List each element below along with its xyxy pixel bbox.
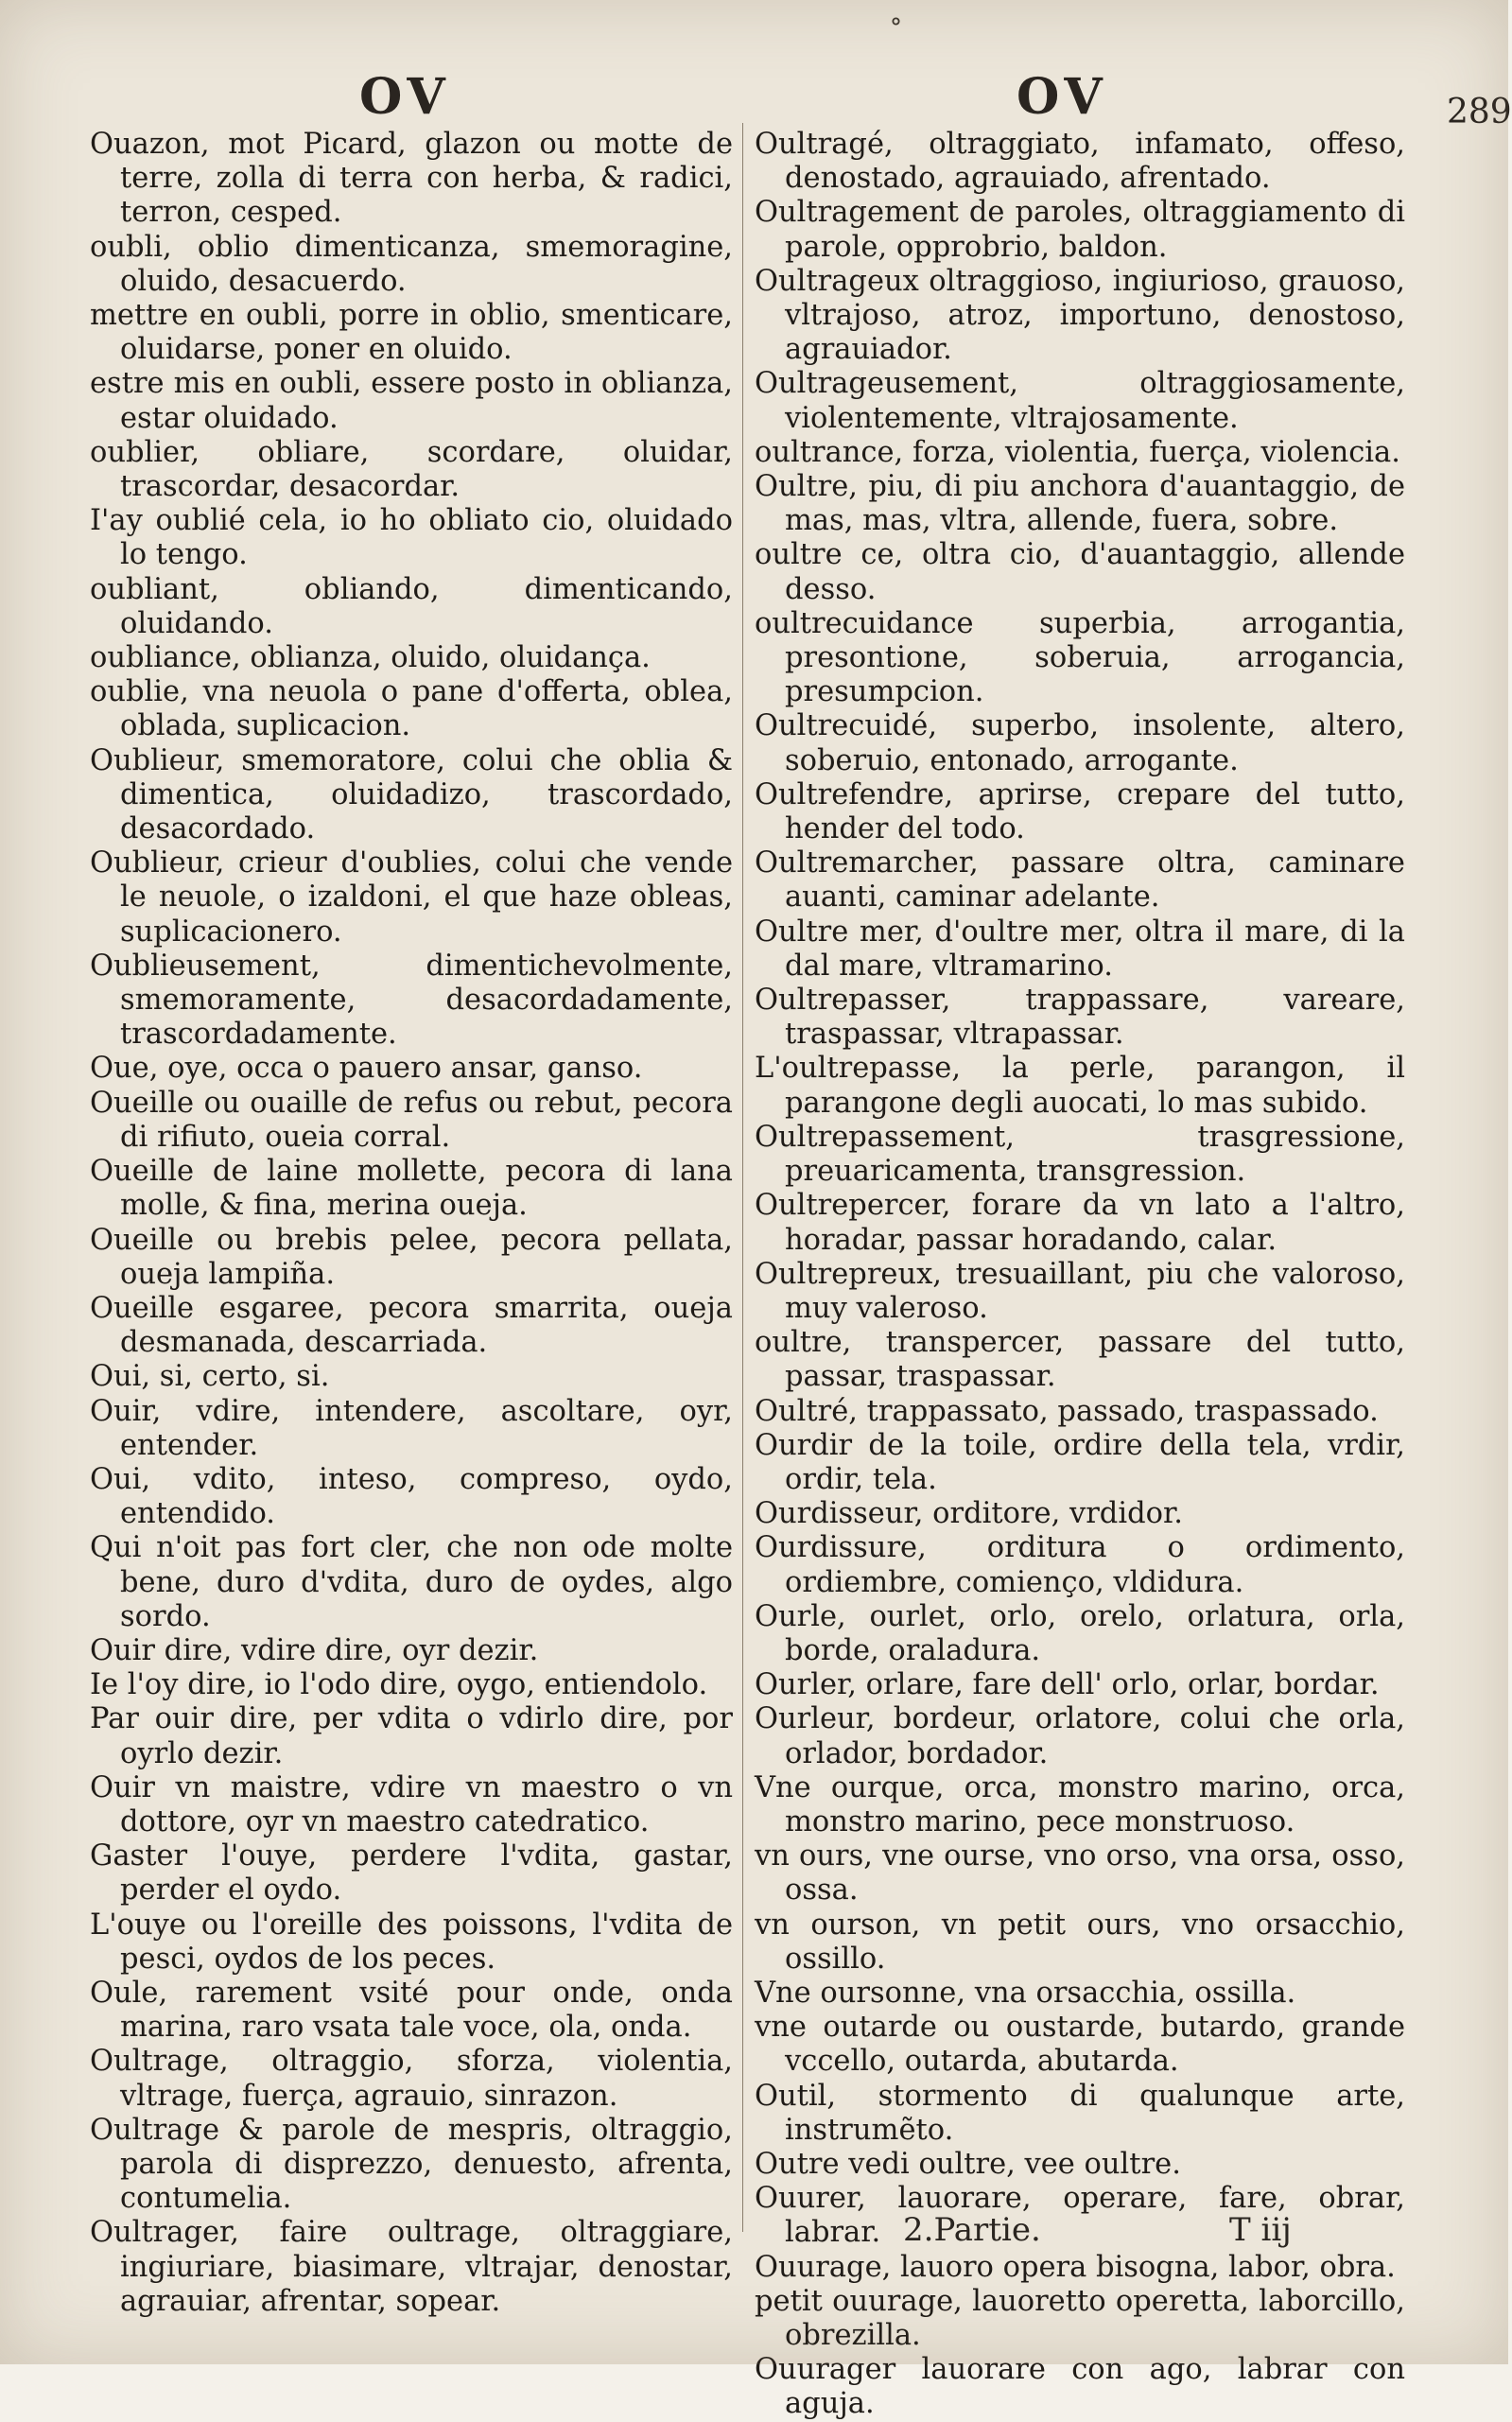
top-mark: ˚ xyxy=(889,17,903,50)
dictionary-entry: oultrecuidance superbia, arrogantia, presontione, soberuia, arrogancia, presumpcion. xyxy=(755,606,1405,709)
page-number: 289 xyxy=(1447,93,1512,131)
dictionary-entry: Oublieusement, dimentichevolmente, smemoramente, desacordadamente, trascordadamente. xyxy=(90,949,733,1052)
dictionary-entry: Ourdisseur, orditore, vrdidor. xyxy=(755,1497,1183,1531)
dictionary-entry: Ouurager lauorare con ago, labrar con aguja. xyxy=(755,2353,1405,2421)
dictionary-entry: Oultragé, oltraggiato, infamato, offeso, denostado, agrauiado, afrentado. xyxy=(755,128,1405,196)
dictionary-entry: Ouir vn maistre, vdire vn maestro o vn dottore, oyr vn maestro catedratico. xyxy=(90,1770,733,1838)
dictionary-entry: Oultrage, oltraggio, sforza, violentia, vltrage, fuerça, agrauio, sinrazon. xyxy=(90,2045,733,2113)
dictionary-entry: oubli, oblio dimenticanza, smemoragine, oluido, desacuerdo. xyxy=(90,230,733,298)
dictionary-entry: Ourle, ourlet, orlo, orelo, orlatura, orla, borde, oraladura. xyxy=(755,1599,1405,1667)
left-running-header: OV xyxy=(359,68,451,126)
dictionary-entry: Oublieur, smemoratore, colui che oblia & dimentica, oluidadizo, trascordado, desacordado. xyxy=(90,743,733,846)
dictionary-entry: estre mis en oubli, essere posto in oblianza, estar oluidado. xyxy=(90,367,733,435)
dictionary-entry: Oultre, piu, di piu anchora d'auantaggio, de mas, mas, vltra, allende, fuera, sobre. xyxy=(755,470,1405,538)
dictionary-entry: oultre, transpercer, passare del tutto, passar, traspassar. xyxy=(755,1326,1405,1394)
dictionary-entry: Ouurage, lauoro opera bisogna, labor, obra. xyxy=(755,2250,1396,2284)
dictionary-entry: Oublieur, crieur d'oublies, colui che vende le neuole, o izaldoni, el que haze obleas, suplicacionero. xyxy=(90,846,733,949)
dictionary-entry: Ourler, orlare, fare dell' orlo, orlar, bordar. xyxy=(755,1668,1380,1702)
dictionary-entry: Ouazon, mot Picard, glazon ou motte de terre, zolla di terra con herba, & radici, terron, cesped. xyxy=(90,128,733,230)
dictionary-entry: vn ourson, vn petit ours, vno orsacchio, ossillo. xyxy=(755,1908,1405,1976)
dictionary-entry: oublie, vna neuola o pane d'offerta, oblea, oblada, suplicacion. xyxy=(90,675,733,743)
dictionary-entry: Ouir, vdire, intendere, ascoltare, oyr, entender. xyxy=(90,1394,733,1462)
dictionary-entry: Par ouir dire, per vdita o vdirlo dire, por oyrlo dezir. xyxy=(90,1702,733,1770)
dictionary-entry: Oui, si, certo, si. xyxy=(90,1360,330,1394)
dictionary-entry: vne outarde ou oustarde, butardo, grande vccello, outarda, abutarda. xyxy=(755,2011,1405,2079)
dictionary-entry: Oultrepreux, tresuaillant, piu che valoroso, muy valeroso. xyxy=(755,1257,1405,1325)
dictionary-entry: Oueille esgaree, pecora smarrita, oueja desmanada, descarriada. xyxy=(90,1291,733,1360)
dictionary-entry: L'ouye ou l'oreille des poissons, l'vdita de pesci, oydos de los peces. xyxy=(90,1908,733,1976)
dictionary-entry: Oueille ou brebis pelee, pecora pellata, oueja lampiña. xyxy=(90,1223,733,1291)
dictionary-entry: Ourleur, bordeur, orlatore, colui che orla, orlador, bordador. xyxy=(755,1702,1405,1770)
dictionary-entry: oubliance, oblianza, oluido, oluidança. xyxy=(90,641,651,675)
dictionary-entry: Oultremarcher, passare oltra, caminare auanti, caminar adelante. xyxy=(755,846,1405,915)
dictionary-entry: oublier, obliare, scordare, oluidar, trascordar, desacordar. xyxy=(90,435,733,504)
dictionary-entry: Qui n'oit pas fort cler, che non ode molte bene, duro d'vdita, duro de oydes, algo sordo. xyxy=(90,1531,733,1633)
dictionary-entry: Oue, oye, occa o pauero ansar, ganso. xyxy=(90,1052,643,1086)
right-column xyxy=(755,128,1405,2422)
right-running-header: OV xyxy=(1017,68,1108,126)
dictionary-entry: Outre vedi oultre, vee oultre. xyxy=(755,2147,1181,2181)
dictionary-entry: Oultrecuidé, superbo, insolente, altero, soberuio, entonado, arrogante. xyxy=(755,709,1405,777)
dictionary-entry: Oultrageusement, oltraggiosamente, violentemente, vltrajosamente. xyxy=(755,367,1405,435)
dictionary-entry: Vne oursonne, vna orsacchia, ossilla. xyxy=(755,1976,1296,2010)
dictionary-entry: Gaster l'ouye, perdere l'vdita, gastar, perder el oydo. xyxy=(90,1839,733,1908)
dictionary-entry: oubliant, obliando, dimenticando, oluidando. xyxy=(90,572,733,640)
dictionary-entry: Oultrepercer, forare da vn lato a l'altro, horadar, passar horadando, calar. xyxy=(755,1189,1405,1257)
dictionary-entry: Oultrepasser, trappassare, vareare, traspassar, vltrapassar. xyxy=(755,984,1405,1052)
dictionary-entry: vn ours, vne ourse, vno orso, vna orsa, osso, ossa. xyxy=(755,1839,1405,1908)
left-column xyxy=(90,128,733,2319)
dictionary-entry: oultrance, forza, violentia, fuerça, violencia. xyxy=(755,435,1400,469)
dictionary-entry: Ourdir de la toile, ordire della tela, vrdir, ordir, tela. xyxy=(755,1428,1405,1496)
dictionary-entry: petit ouurage, lauoretto operetta, laborcillo, obrezilla. xyxy=(755,2284,1405,2352)
dictionary-entry: Oultré, trappassato, passado, traspassado. xyxy=(755,1394,1379,1428)
dictionary-entry: Oultrefendre, aprirse, crepare del tutto, hender del todo. xyxy=(755,777,1405,846)
dictionary-entry: I'ay oublié cela, io ho obliato cio, oluidado lo tengo. xyxy=(90,504,733,572)
dictionary-entry: Oultre mer, d'oultre mer, oltra il mare, di la dal mare, vltramarino. xyxy=(755,915,1405,983)
footer-partie: 2.Partie. xyxy=(903,2211,1041,2249)
dictionary-entry: Vne ourque, orca, monstro marino, orca, monstro marino, pece monstruoso. xyxy=(755,1770,1405,1838)
dictionary-entry: mettre en oubli, porre in oblio, smenticare, oluidarse, poner en oluido. xyxy=(90,299,733,367)
dictionary-entry: Ouurer, lauorare, operare, fare, obrar, labrar. xyxy=(755,2182,1405,2250)
dictionary-entry: Oultrager, faire oultrage, oltraggiare, ingiuriare, biasimare, vltrajar, denostar, agrauiar, afrentar, sopear. xyxy=(90,2216,733,2318)
dictionary-entry: Oultragement de paroles, oltraggiamento di parole, opprobrio, baldon. xyxy=(755,196,1405,264)
dictionary-entry: Outil, stormento di qualunque arte, instrumẽto. xyxy=(755,2079,1405,2147)
dictionary-entry: Oueille de laine mollette, pecora di lana molle, & fina, merina oueja. xyxy=(90,1155,733,1223)
dictionary-entry: Oule, rarement vsité pour onde, onda marina, raro vsata tale voce, ola, onda. xyxy=(90,1976,733,2045)
dictionary-entry: Oueille ou ouaille de refus ou rebut, pecora di rifiuto, oueia corral. xyxy=(90,1086,733,1154)
dictionary-entry: Ourdissure, orditura o ordimento, ordiembre, comienço, vldidura. xyxy=(755,1531,1405,1599)
dictionary-entry: Ouir dire, vdire dire, oyr dezir. xyxy=(90,1633,539,1667)
dictionary-entry: oultre ce, oltra cio, d'auantaggio, allende desso. xyxy=(755,538,1405,606)
dictionary-entry: Oultrepassement, trasgressione, preuaricamenta, transgression. xyxy=(755,1120,1405,1189)
column-divider xyxy=(742,123,743,2232)
dictionary-entry: L'oultrepasse, la perle, parangon, il parangone degli auocati, lo mas subido. xyxy=(755,1052,1405,1120)
dictionary-entry: Oultrageux oltraggioso, ingiurioso, grauoso, vltrajoso, atroz, importuno, denostoso, agrauiador. xyxy=(755,264,1405,367)
dictionary-entry: Oultrage & parole de mespris, oltraggio, parola di disprezzo, denuesto, afrenta, contumelia. xyxy=(90,2113,733,2216)
dictionary-entry: Oui, vdito, inteso, compreso, oydo, entendido. xyxy=(90,1462,733,1531)
signature-mark: T iij xyxy=(1229,2211,1292,2249)
dictionary-entry: Ie l'oy dire, io l'odo dire, oygo, entiendolo. xyxy=(90,1668,708,1702)
